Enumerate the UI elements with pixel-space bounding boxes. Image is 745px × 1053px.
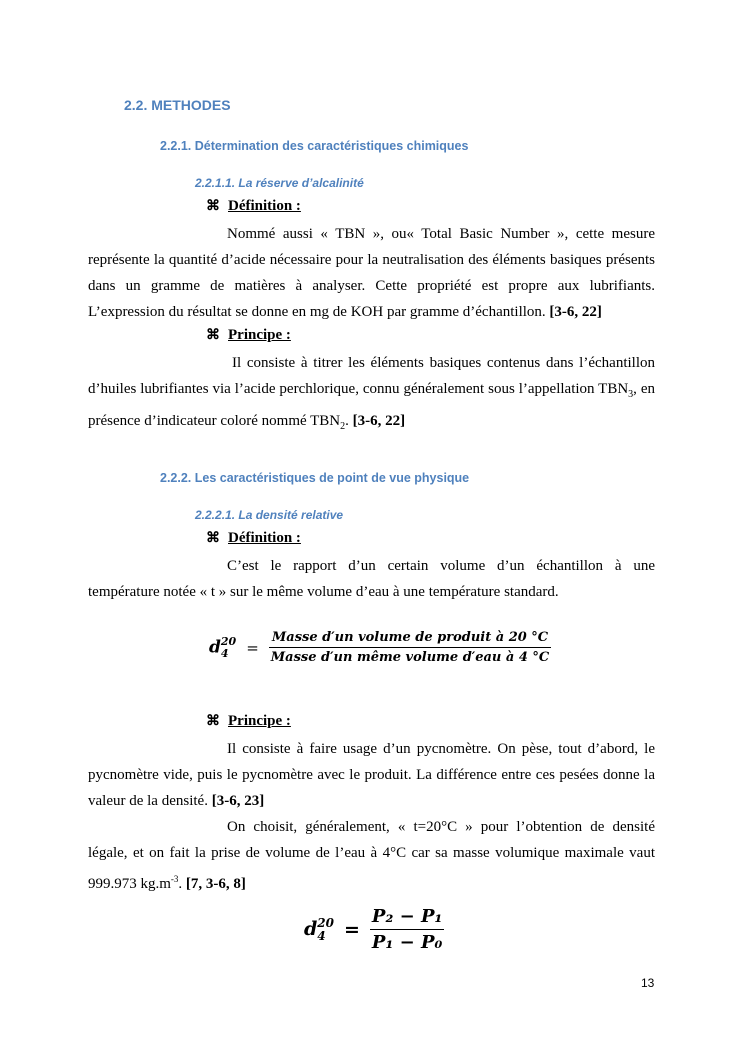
subsubsection-heading-alkalinity: 2.2.1.1. La réserve d’alcalinité bbox=[195, 176, 364, 190]
definition-paragraph-1: Nommé aussi « TBN », ou« Total Basic Number », cette mesure représente la quantité d’acide nécessaire pour la neutralisation des éléments basiques présents dans un gramme de matières à analyser. Cette propriété est propre aux lubrifiants. L’expression du résultat se donne en mg de KOH par gramme d’échantillon. [3-6, 22] bbox=[88, 226, 655, 320]
subsubsection-heading-density: 2.2.2.1. La densité relative bbox=[195, 508, 344, 522]
principe-paragraph-1: Il consiste à titrer les éléments basiques contenus dans l’échantillon d’huiles lubrifiantes via l’acide perchlorique, connu généralement sous l’appellation $TBN_3$, en présence d’indicateur coloré nommé $TBN_2$. [3-6, 22] bbox=[88, 355, 655, 432]
principe-bullet-1 bbox=[206, 327, 291, 344]
command-key-icon: ⌘ bbox=[206, 530, 220, 546]
page-number: 13 bbox=[641, 976, 655, 990]
formula-lhs: d 20 4 bbox=[209, 634, 237, 660]
command-key-icon: ⌘ bbox=[206, 713, 220, 729]
formula-denominator: Masse d′un même volume d′eau à 4 °C bbox=[270, 650, 550, 665]
definition-paragraph-2: C’est le rapport d’un certain volume d’un échantillon à une température notée « t » sur le même volume d’eau à une température standard. bbox=[88, 558, 655, 600]
principe-paragraph-2: Il consiste à faire usage d’un pycnomètre. On pèse, tout d’abord, le pycnomètre vide, puis le pycnomètre avec le produit. La différence entre ces pesées donne la valeur de la densité. [3-6, 23] bbox=[88, 741, 655, 809]
density-paragraph: On choisit, généralement, « t=20°C » pour l’obtention de densité légale, et on fait la prise de volume de l’eau à 4°C car sa masse volumique maximale vaut 999.973 $kg.m^{-3}$. [7, 3-6, 8] bbox=[88, 819, 655, 892]
principe-bullet-2 bbox=[206, 713, 291, 730]
subsection-heading-chemical: 2.2.1. Détermination des caractéristiques chimiques bbox=[160, 139, 469, 153]
formula-lhs: d 20 4 bbox=[304, 915, 334, 943]
formula-denominator: P₁ − P₀ bbox=[371, 932, 443, 953]
formula-numerator: Masse d′un volume de produit à 20 °C bbox=[271, 630, 549, 645]
subsection-heading-physical: 2.2.2. Les caractéristiques de point de vue physique bbox=[160, 471, 470, 485]
definition-bullet-2 bbox=[206, 530, 301, 547]
density-formula-2: d 20 4 = $\frac{\text{P₂ − P₁}}{\text{P₁ − P₀}}$ bbox=[304, 906, 443, 953]
command-key-icon: ⌘ bbox=[206, 198, 220, 214]
formula-fraction bbox=[370, 904, 444, 955]
definition-bullet-1 bbox=[206, 198, 301, 215]
principe-label: Principe : bbox=[228, 327, 291, 343]
definition-label: Définition : bbox=[228, 198, 301, 214]
definition-label: Définition : bbox=[228, 530, 301, 546]
principe-label: Principe : bbox=[228, 713, 291, 729]
section-heading: 2.2. METHODES bbox=[124, 97, 231, 113]
formula-fraction bbox=[269, 628, 552, 667]
command-key-icon: ⌘ bbox=[206, 327, 220, 343]
density-formula-1: d 20 4 = $\frac{\text{Masse d′un volume de produit à 20 °C}}{\text{Masse d′un même volume d′eau à 4 °C}}$ bbox=[209, 630, 550, 665]
formula-numerator: P₂ − P₁ bbox=[371, 906, 443, 927]
